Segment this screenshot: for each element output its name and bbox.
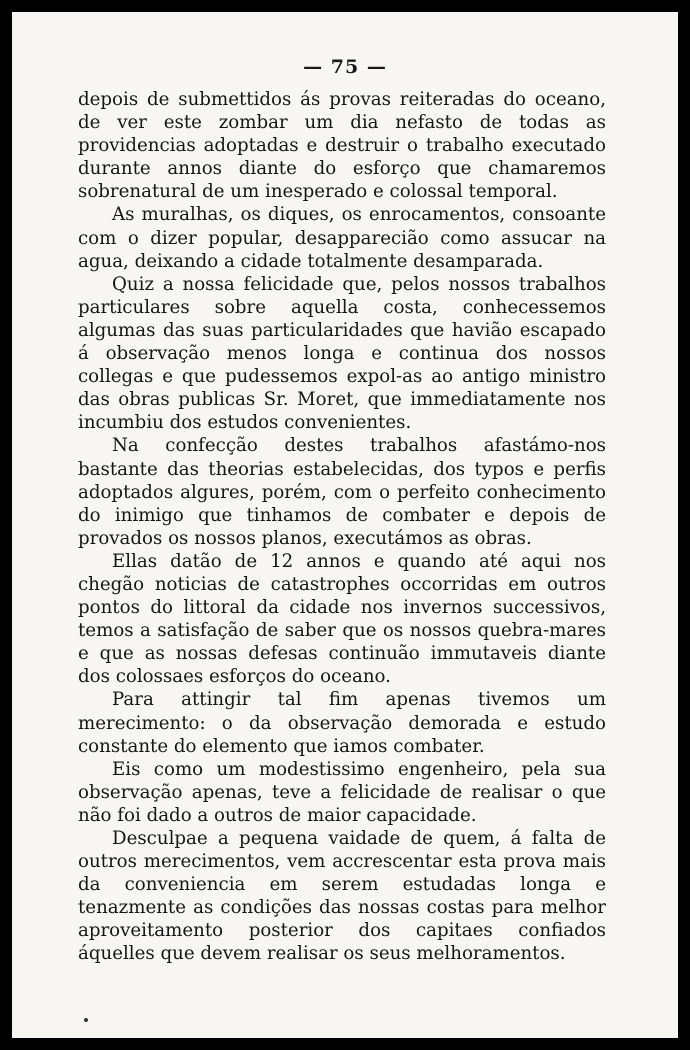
paragraph: Eis como um modestissimo engenheiro, pela sua observação apenas, teve a felicidade de realisar o que não foi dado a outros de maior capacidade. <box>78 758 606 826</box>
paragraph: Ellas datão de 12 annos e quando até aqui nos chegão noticias de catastrophes occorridas em outros pontos do littoral da cidade nos invernos successivos, temos a satisfação de saber que os nossos quebra-mares e que as nossas defesas continuão immutaveis diante dos colossaes esforços do oceano. <box>78 550 606 688</box>
paragraph: Quiz a nossa felicidade que, pelos nossos trabalhos particulares sobre aquella costa, conhecessemos algumas das suas particularidades que havião escapado á observação menos longa e continua dos nossos collegas e que pudessemos expol-as ao antigo ministro das obras publicas Sr. Moret, que immediatamente nos incumbiu dos estudos convenientes. <box>78 273 606 434</box>
paragraph: As muralhas, os diques, os enrocamentos, consoante com o dizer popular, desapparecião como assucar na agua, deixando a cidade totalmente desamparada. <box>78 204 606 272</box>
paragraph: Para attingir tal fim apenas tivemos um merecimento: o da observação demorada e estudo constante do elemento que iamos combater. <box>78 689 606 757</box>
paragraph: Na confecção destes trabalhos afastámo-nos bastante das theorias estabelecidas, dos typos e perfis adoptados algures, porém, com o perfeito conhecimento do inimigo que tinhamos de combater e depois de provados os nossos planos, executámos as obras. <box>78 435 606 549</box>
document-page <box>12 12 678 1038</box>
page-number: — 75 — <box>303 56 387 78</box>
paragraph: Desculpae a pequena vaidade de quem, á falta de outros merecimentos, vem accrescentar esta prova mais da conveniencia em serem estudadas longa e tenazmente as condições das nossas costas para melhor aproveitamento posterior dos capitaes confiados áquelles que devem realisar os seus melhoramentos. <box>78 828 606 965</box>
print-speck <box>84 1018 88 1022</box>
body-text <box>78 88 606 966</box>
paragraph: depois de submettidos ás provas reiteradas do oceano, de ver este zombar um dia nefasto de todas as providencias adoptadas e destruir o trabalho executado durante annos diante do esforço que chamaremos sobrenatural de um inesperado e colossal temporal. <box>78 89 606 203</box>
